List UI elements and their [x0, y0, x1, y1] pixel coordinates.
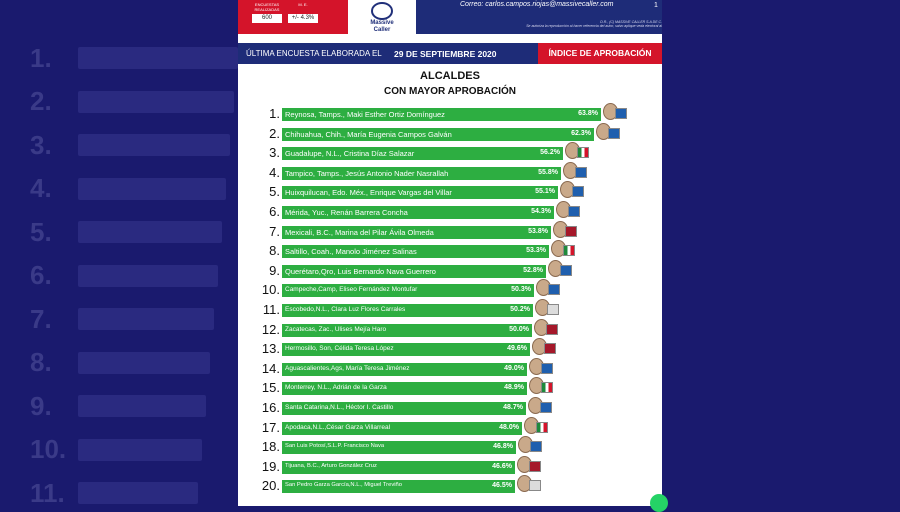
background-ghost-row — [30, 218, 222, 246]
background-ghost-bar — [78, 221, 222, 243]
bar-value-label: 48.7% — [503, 404, 523, 411]
background-ghost-row — [30, 392, 206, 420]
bar-value-label: 46.8% — [493, 443, 513, 451]
rank-number: 16. — [261, 400, 280, 415]
bar-row — [238, 105, 662, 123]
rank-number: 3. — [269, 145, 280, 161]
bar-category-label: Zacatecas, Zac., Ulises Mejía Haro — [285, 325, 387, 333]
background-ghost-bar — [78, 178, 226, 200]
stats-panel — [238, 0, 348, 34]
party-logo-icon — [541, 363, 553, 374]
bar-category-label: San Pedro Garza García,N.L., Miguel Treviño — [285, 482, 402, 489]
stats-label-surveys: ENCUESTAS REALIZADAS — [254, 2, 280, 12]
bar-value-label: 46.6% — [492, 462, 512, 470]
background-ghost-row — [30, 479, 198, 506]
bar-category-label: Tijuana, B.C., Arturo González Cruz — [285, 462, 377, 469]
stats-value-margin: +/- 4.3% — [288, 14, 318, 23]
bar-track — [282, 128, 594, 141]
bar-row — [238, 419, 662, 437]
bar-value-label: 50.2% — [510, 306, 530, 313]
rank-number: 4. — [269, 164, 280, 180]
background-ghost-rank: 1. — [30, 42, 52, 73]
bar-value-label: 55.1% — [535, 188, 555, 196]
chart-title: ALCALDES — [420, 70, 480, 82]
background-ghost-bar — [78, 91, 234, 113]
last-survey-label: ÚLTIMA ENCUESTA ELABORADA EL — [246, 49, 382, 58]
party-logo-icon — [563, 245, 575, 256]
bar-track — [282, 461, 515, 474]
bar-mark — [282, 186, 558, 199]
stats-label-margin: M. E. — [298, 2, 308, 7]
background-ghost-rank: 11. — [30, 477, 65, 506]
bar-category-label: Hermosillo, Son, Célida Teresa López — [285, 345, 394, 353]
page-number: 1 — [654, 2, 658, 9]
bar-track — [282, 284, 534, 297]
logo-icon — [371, 2, 393, 20]
rank-number: 2. — [269, 125, 280, 141]
bar-track — [282, 382, 527, 395]
bar-track — [282, 226, 551, 239]
bar-track — [282, 147, 563, 160]
bar-value-label: 52.8% — [523, 266, 543, 274]
bar-mark — [282, 343, 530, 356]
bar-row — [238, 301, 662, 319]
party-logo-icon — [546, 324, 558, 335]
bar-track — [282, 245, 549, 258]
party-logo-icon — [577, 147, 589, 158]
bar-row — [238, 242, 662, 260]
bar-row — [238, 360, 662, 378]
background-ghost-rank: 9. — [30, 390, 52, 421]
rank-number: 12. — [261, 321, 280, 337]
stats-value-surveys: 600 — [252, 14, 282, 23]
copyright-note — [422, 20, 662, 28]
party-logo-icon — [530, 441, 542, 452]
bar-mark — [282, 402, 526, 415]
background-ghost-row — [30, 88, 234, 116]
background-ghost-rank: 6. — [30, 260, 52, 290]
bar-category-label: Campeche,Camp, Eliseo Fernández Montufar — [285, 286, 418, 294]
background-ghost-bar — [78, 265, 218, 287]
bar-mark — [282, 304, 533, 317]
bar-mark — [282, 284, 534, 297]
bar-mark — [282, 265, 546, 278]
bar-category-label: Santa Catarina,N.L., Héctor I. Castillo — [285, 404, 394, 411]
copyright-line-1: D.R., (C) MASSIVE CALLER S.A DE C. — [600, 20, 662, 24]
background-ghost-row — [30, 131, 230, 159]
background-ghost-row — [30, 305, 214, 333]
bar-value-label: 53.3% — [526, 247, 546, 255]
party-logo-icon — [544, 343, 556, 354]
background-ghost-rank: 3. — [30, 129, 52, 160]
bar-mark — [282, 128, 594, 141]
bar-category-label: Tampico, Tamps., Jesús Antonio Nader Nasrallah — [285, 168, 449, 178]
bar-row — [238, 321, 662, 339]
bar-mark — [282, 422, 522, 435]
bar-row — [238, 183, 662, 201]
bar-category-label: Saltillo, Coah., Manolo Jiménez Salinas — [285, 247, 417, 257]
bar-mark — [282, 461, 515, 474]
party-logo-icon — [547, 304, 559, 315]
survey-card — [238, 0, 662, 506]
bar-value-label: 55.8% — [538, 168, 558, 176]
bar-category-label: Huixquilucan, Edo. Méx., Enrique Vargas del Villar — [285, 188, 452, 198]
bar-row — [238, 144, 662, 162]
bar-value-label: 53.8% — [528, 227, 548, 235]
rank-number: 17. — [261, 419, 280, 435]
bar-category-label: Guadalupe, N.L., Cristina Díaz Salazar — [285, 149, 415, 159]
background-ghost-rank: 5. — [30, 216, 52, 247]
bar-value-label: 56.2% — [540, 149, 560, 157]
bar-track — [282, 402, 526, 415]
background-ghost-rank: 4. — [30, 173, 52, 203]
rank-number: 15. — [261, 380, 280, 396]
bar-value-label: 48.9% — [504, 384, 524, 392]
party-logo-icon — [572, 186, 584, 197]
rank-number: 1. — [269, 106, 280, 121]
bar-row — [238, 399, 662, 417]
logo-text: Massive Caller — [370, 20, 394, 33]
background-ghost-bar — [78, 352, 210, 374]
rank-number: 13. — [261, 341, 280, 357]
bar-track — [282, 441, 516, 454]
bar-row — [238, 281, 662, 299]
bar-category-label: Apodaca,N.L.,César Garza Villarreal — [285, 423, 391, 431]
whatsapp-icon[interactable] — [650, 494, 668, 512]
bar-value-label: 49.6% — [507, 345, 527, 353]
background-ghost-rank: 7. — [30, 303, 52, 334]
bar-value-label: 63.8% — [578, 110, 598, 117]
rank-number: 14. — [261, 360, 280, 376]
bar-category-label: Mérida, Yuc., Renán Barrera Concha — [285, 208, 408, 217]
rank-number: 6. — [269, 204, 280, 219]
bar-row — [238, 340, 662, 358]
background-ghost-rank: 2. — [30, 86, 52, 116]
bar-value-label: 62.3% — [571, 129, 591, 137]
party-logo-icon — [540, 402, 552, 413]
bar-row — [238, 477, 662, 495]
background-ghost-rank: 10. — [30, 434, 67, 464]
rank-number: 18. — [261, 439, 280, 455]
bar-mark — [282, 167, 561, 180]
bar-track — [282, 206, 554, 219]
bar-mark — [282, 108, 601, 121]
bar-mark — [282, 480, 515, 493]
bar-row — [238, 438, 662, 456]
bar-track — [282, 108, 601, 121]
rank-number: 9. — [269, 262, 280, 278]
bar-row — [238, 379, 662, 397]
bar-mark — [282, 206, 554, 219]
party-logo-icon — [529, 480, 541, 491]
survey-date: 29 DE SEPTIEMBRE 2020 — [394, 49, 497, 59]
background-ghost-bar — [78, 395, 206, 417]
bar-track — [282, 324, 532, 337]
background-ghost-row — [30, 262, 218, 290]
background-ghost-row — [30, 349, 210, 377]
contact-email: Correo: carlos.campos.riojas@massivecaller.com — [460, 1, 614, 8]
background-ghost-row — [30, 175, 226, 203]
copyright-line-2: Se autoriza la reproducción al hacer referencia del autor, salvo aplique veda electoral al — [526, 24, 662, 28]
rank-number: 8. — [269, 243, 280, 259]
bar-track — [282, 167, 561, 180]
bar-row — [238, 262, 662, 280]
bar-track — [282, 265, 546, 278]
bar-value-label: 49.0% — [504, 364, 524, 372]
approval-index-label: ÍNDICE DE APROBACIÓN — [538, 43, 662, 64]
party-logo-icon — [536, 422, 548, 433]
bar-value-label: 54.3% — [531, 208, 551, 215]
massive-caller-logo — [362, 2, 402, 34]
party-logo-icon — [608, 128, 620, 139]
card-header — [238, 0, 662, 40]
rank-number: 20. — [261, 478, 280, 494]
party-logo-icon — [565, 226, 577, 237]
rank-number: 5. — [269, 184, 280, 200]
bar-track — [282, 363, 527, 376]
bar-mark — [282, 441, 516, 454]
party-logo-icon — [568, 206, 580, 217]
bar-row — [238, 458, 662, 476]
bar-category-label: Escobedo,N.L., Clara Luz Flores Carrales — [285, 306, 406, 313]
party-logo-icon — [548, 284, 560, 295]
party-logo-icon — [575, 167, 587, 178]
approval-bar-chart — [238, 104, 662, 506]
background-ghost-bar — [78, 308, 214, 330]
bar-mark — [282, 363, 527, 376]
bar-value-label: 46.5% — [492, 482, 512, 490]
rank-number: 11. — [262, 302, 280, 317]
background-ghost-row — [30, 44, 238, 72]
rank-number: 19. — [261, 458, 280, 474]
bar-track — [282, 480, 515, 493]
bar-track — [282, 186, 558, 199]
background-ghost-bar — [78, 439, 202, 461]
party-logo-icon — [541, 382, 553, 393]
bar-track — [282, 343, 530, 356]
bar-value-label: 50.3% — [511, 286, 531, 294]
background-ghost-bar — [78, 134, 230, 156]
party-logo-icon — [529, 461, 541, 472]
date-band — [238, 43, 662, 64]
bar-track — [282, 422, 522, 435]
party-logo-icon — [560, 265, 572, 276]
bar-value-label: 48.0% — [499, 423, 519, 431]
bar-mark — [282, 324, 532, 337]
bar-row — [238, 125, 662, 143]
bar-mark — [282, 147, 563, 160]
bar-category-label: Querétaro,Qro, Luis Bernardo Nava Guerrero — [285, 266, 436, 276]
background-ghost-bar — [78, 482, 198, 504]
bar-mark — [282, 226, 551, 239]
party-logo-icon — [615, 108, 627, 119]
bar-category-label: Monterrey, N.L., Adrián de la Garza — [285, 384, 387, 392]
bar-category-label: Reynosa, Tamps., Maki Esther Ortiz Domínguez — [285, 110, 445, 119]
bar-track — [282, 304, 533, 317]
bar-value-label: 50.0% — [509, 325, 529, 333]
bar-category-label: San Luis Potosí,S.L.P. Francisco Nava — [285, 443, 385, 450]
background-ghost-bar — [78, 47, 238, 69]
bar-category-label: Chihuahua, Chih., María Eugenia Campos Galván — [285, 129, 452, 139]
bar-mark — [282, 245, 549, 258]
rank-number: 7. — [269, 223, 280, 239]
background-ghost-row — [30, 436, 202, 464]
chart-subtitle: CON MAYOR APROBACIÓN — [383, 86, 517, 97]
background-ghost-rank: 8. — [30, 347, 52, 377]
bar-row — [238, 223, 662, 241]
bar-category-label: Mexicali, B.C., Marina del Pilar Ávila Olmeda — [285, 227, 434, 237]
bar-row — [238, 203, 662, 221]
rank-number: 10. — [261, 282, 280, 298]
bar-row — [238, 164, 662, 182]
bar-mark — [282, 382, 527, 395]
bar-category-label: Aguascalientes,Ags, María Teresa Jiménez — [285, 364, 410, 372]
